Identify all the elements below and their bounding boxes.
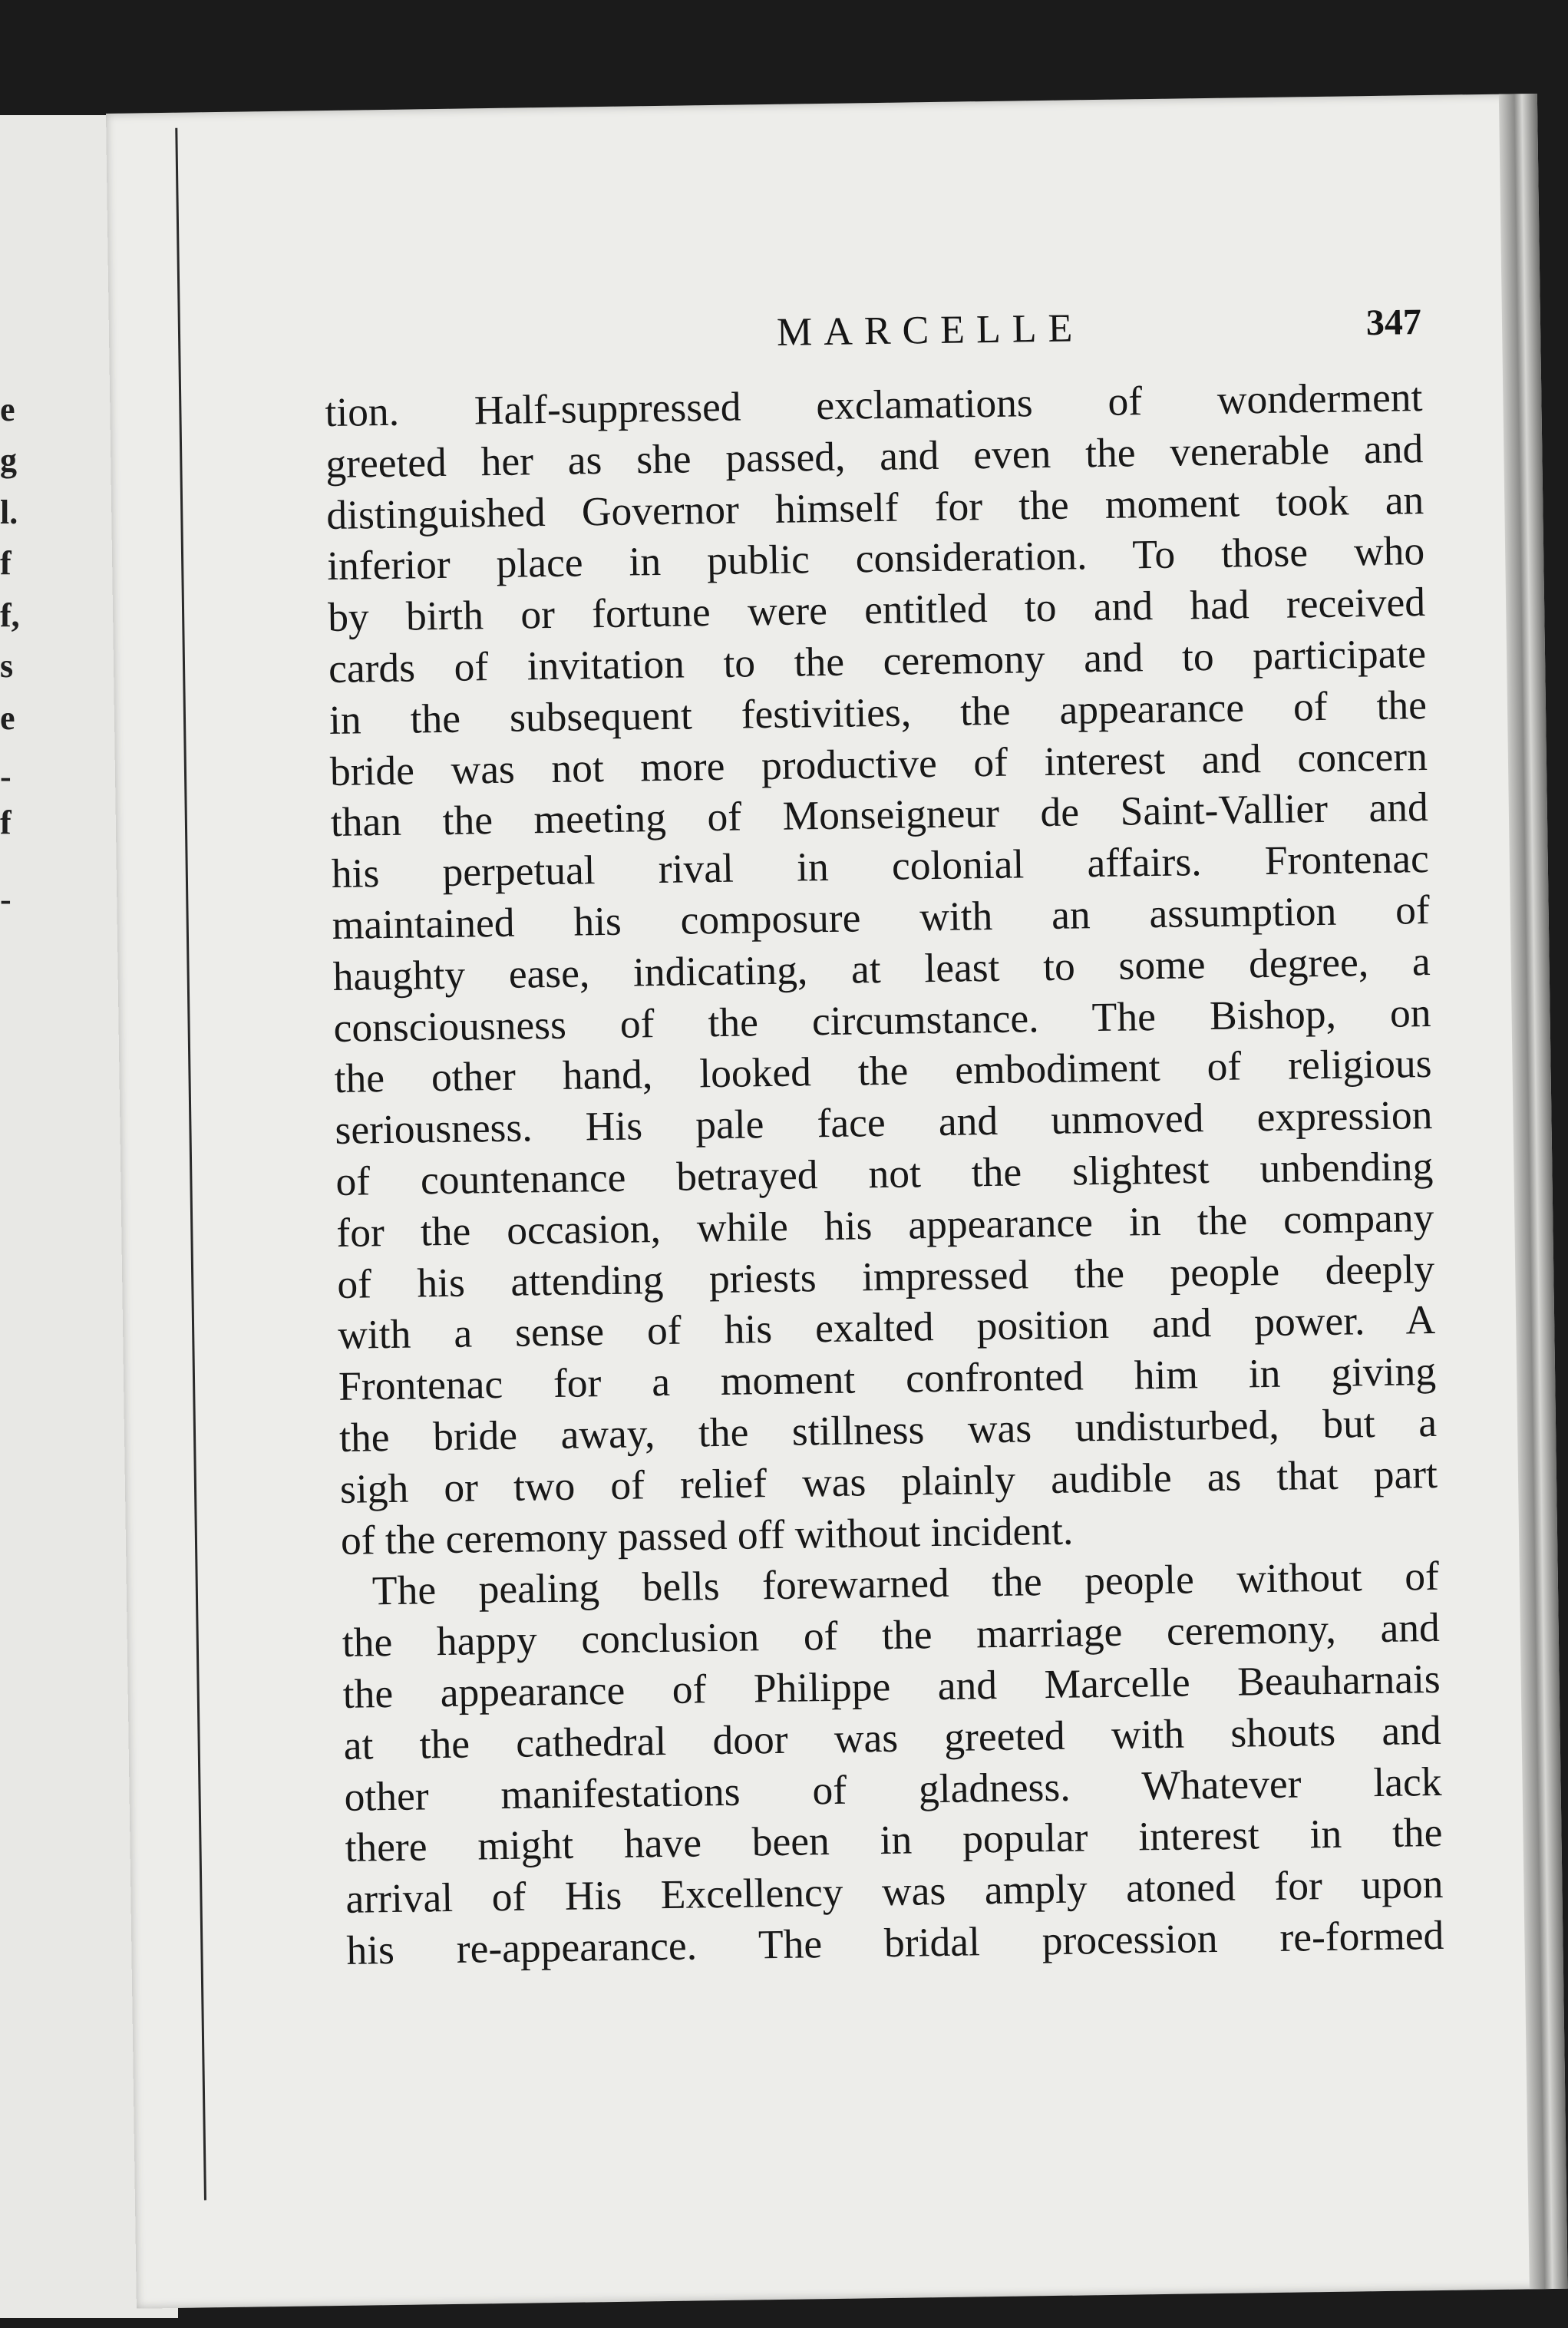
left-page-fragment: l. <box>0 494 18 531</box>
text-line: tion. Half-suppressed exclamations of wonderment <box>325 374 1423 436</box>
left-page-fragment: s <box>0 647 14 685</box>
text-line: of the ceremony passed off without incident. <box>340 1507 1074 1564</box>
text-line: his perpetual rival in colonial affairs. Frontenac <box>331 835 1430 897</box>
book-page <box>106 94 1568 2309</box>
left-page-fragment: g <box>0 441 17 479</box>
text-line: by birth or fortune were entitled to and had received <box>327 579 1426 641</box>
text-line: Frontenac for a moment confronted him in giving <box>338 1348 1437 1410</box>
left-page-fragment: - <box>0 880 12 918</box>
text-line: of his attending priests impressed the people deeply <box>336 1245 1435 1307</box>
text-line: bride was not more productive of interest and concern <box>329 732 1428 794</box>
text-line: haughty ease, indicating, at least to some degree, a <box>332 937 1431 999</box>
text-line: with a sense of his exalted position and power. A <box>337 1296 1436 1359</box>
text-line: there might have been in popular interest in the <box>345 1809 1443 1871</box>
text-line: the bride away, the stillness was undisturbed, but a <box>338 1398 1438 1461</box>
left-page-fragment: - <box>0 758 12 795</box>
text-line: the happy conclusion of the marriage ceremony, and <box>342 1604 1441 1666</box>
left-page-fragment: f <box>0 544 12 582</box>
text-line: greeted her as she passed, and even the venerable and <box>325 424 1424 487</box>
text-line: at the cathedral door was greeted with shouts and <box>343 1706 1441 1768</box>
page-number: 347 <box>1365 302 1422 344</box>
text-line: inferior place in public consideration. To those who <box>326 527 1425 589</box>
text-line: consciousness of the circumstance. The Bishop, on <box>333 989 1431 1051</box>
text-line: than the meeting of Monseigneur de Saint-Vallier and <box>330 784 1429 846</box>
text-line: the appearance of Philippe and Marcelle Beauharnais <box>342 1655 1441 1717</box>
text-line: his re-appearance. The bridal procession re-formed <box>346 1911 1444 1973</box>
left-page-fragment: e <box>0 391 15 428</box>
text-line: distinguished Governor himself for the moment took an <box>325 476 1424 538</box>
running-head <box>324 301 1422 370</box>
body-text <box>325 371 1444 1976</box>
left-page-fragment: f <box>0 804 12 841</box>
text-line: sigh or two of relief was plainly audible as that part <box>339 1450 1438 1512</box>
left-page-fragment: e <box>0 699 15 737</box>
text-line: seriousness. His pale face and unmoved expression <box>335 1091 1433 1154</box>
text-line: maintained his composure with an assumption of <box>332 886 1431 948</box>
text-line: of countenance betrayed not the slightest unbending <box>335 1142 1434 1204</box>
gutter-shadow <box>175 128 206 2201</box>
text-line: arrival of His Excellency was amply atoned for upon <box>345 1861 1444 1922</box>
page-header-title: MARCELLE <box>776 306 1084 355</box>
text-line: for the occasion, while his appearance in the company <box>335 1194 1434 1256</box>
text-line: in the subsequent festivities, the appearance of the <box>328 681 1428 743</box>
text-line: the other hand, looked the embodiment of religious <box>334 1040 1432 1102</box>
text-line: other manifestations of gladness. Whatever lack <box>344 1758 1442 1820</box>
text-line: cards of invitation to the ceremony and to participate <box>328 630 1427 692</box>
left-page-fragment: f, <box>0 596 20 634</box>
page-edge <box>1499 94 1568 2289</box>
text-line: The pealing bells forewarned the people without of <box>371 1553 1440 1614</box>
